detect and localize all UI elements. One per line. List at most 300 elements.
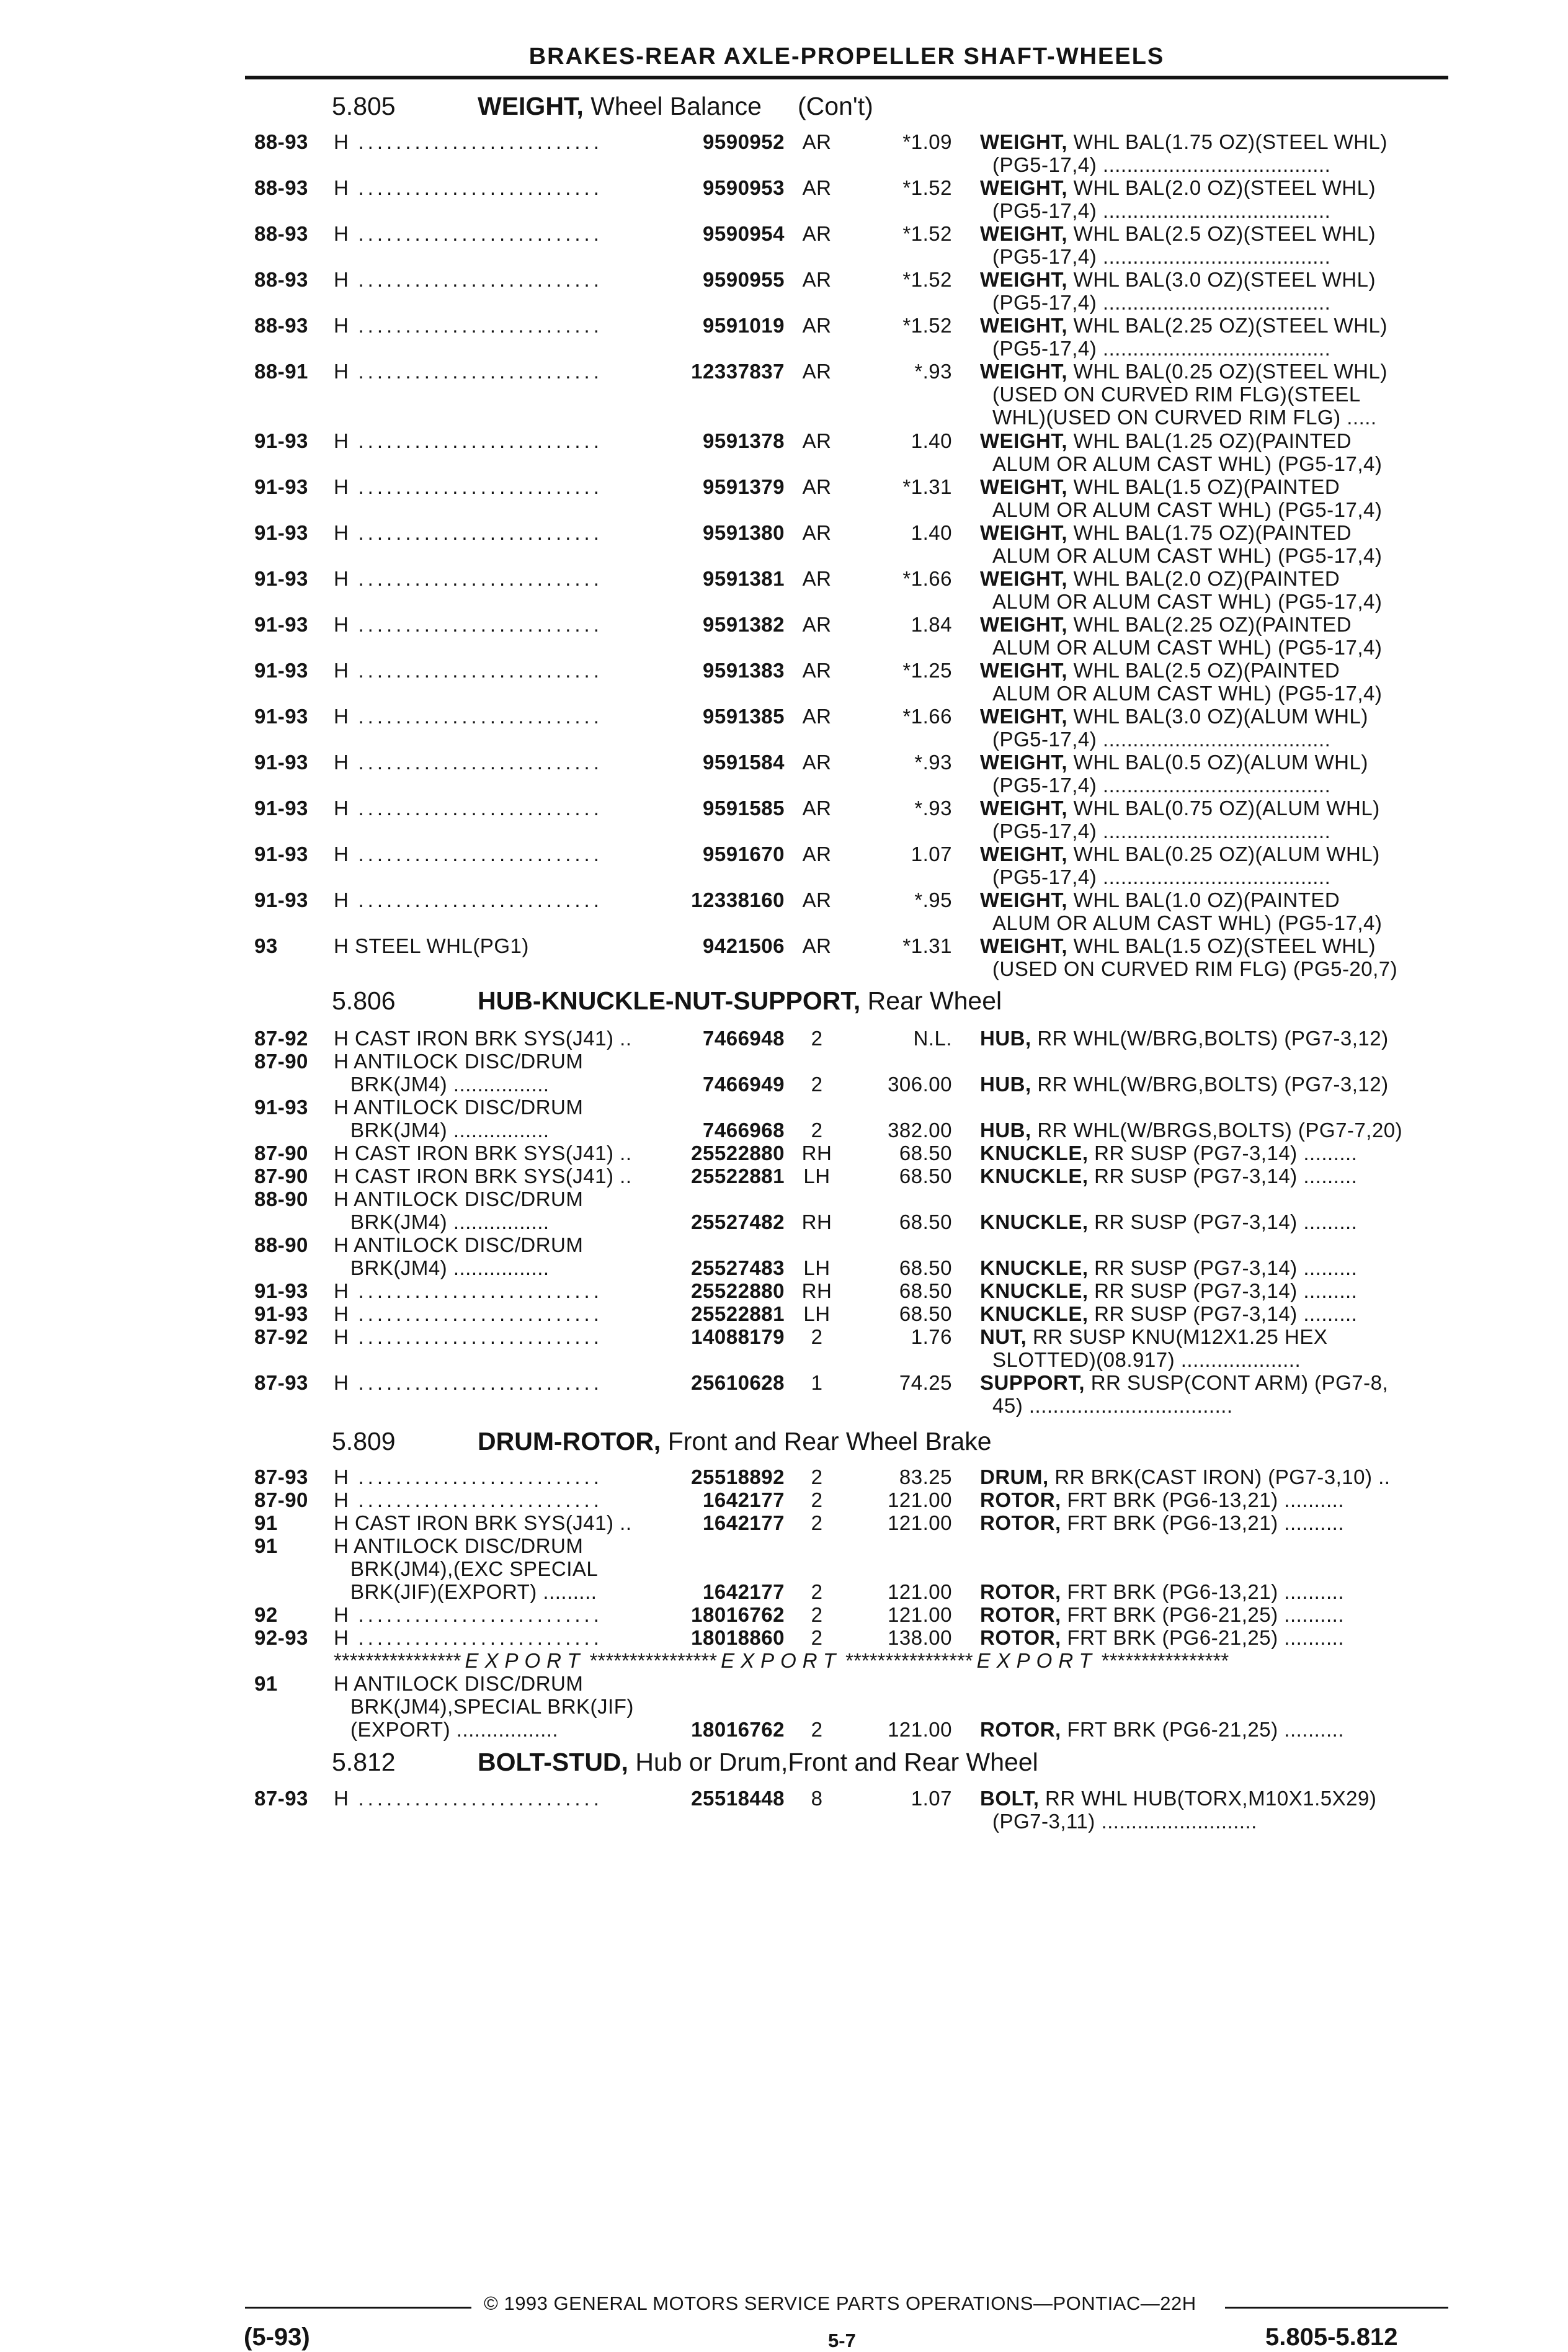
part-number: 9591380 [703,521,785,544]
part-number: 9591379 [703,475,785,498]
usage-text: H [334,429,349,452]
page-header: BRAKES-REAR AXLE-PROPELLER SHAFT-WHEELS [528,43,1165,69]
item-description [980,613,1427,636]
part-number: 18018860 [691,1626,785,1649]
leader-dots: .......................... [349,176,603,199]
part-number: 9591382 [703,613,785,636]
item-detail: RR SUSP(CONT ARM) (PG7-8, [1085,1371,1389,1394]
item-name: KNUCKLE, [980,1165,1089,1187]
usage-description [334,705,681,728]
usage-text: H [334,176,349,199]
export-label: EXPORT [976,1649,1098,1672]
parts-row [0,1279,1568,1305]
price: 1.84 [911,613,952,636]
part-number: 25518892 [691,1465,785,1488]
usage-text: H [334,314,349,337]
usage-description [334,1325,681,1348]
usage-text: H [334,567,349,590]
quantity: 2 [811,1718,823,1741]
usage-text: H [334,130,349,153]
export-banner [334,1649,1432,1674]
quantity: AR [802,222,832,245]
model-years: 88-93 [254,222,308,245]
model-years: 91-93 [254,751,308,774]
part-number: 25522881 [691,1302,785,1325]
price: 121.00 [888,1488,952,1511]
leader-dots: .......................... [349,1302,603,1325]
quantity: 2 [811,1325,823,1348]
usage-text: H [334,1626,349,1649]
price: 68.50 [899,1210,952,1233]
usage-text: H [334,1465,349,1488]
parts-row [0,268,1568,294]
quantity: AR [802,567,832,590]
usage-text: H CAST IRON BRK SYS(J41) .. [334,1165,632,1187]
item-description-continued: (PG5-17,4) ...................................... [992,245,1331,268]
usage-description: H ANTILOCK DISC/DRUM [334,1187,584,1210]
usage-description: H ANTILOCK DISC/DRUM [334,1672,584,1695]
item-detail: RR SUSP (PG7-3,14) ......... [1088,1302,1358,1325]
parts-row [0,1718,1568,1744]
price: *1.31 [902,934,952,957]
quantity: AR [802,268,832,291]
part-number: 9591585 [703,797,785,820]
leader-dots: .......................... [349,1279,603,1302]
usage-text: H [334,659,349,682]
parts-row [0,1465,1568,1491]
item-name: KNUCKLE, [980,1142,1089,1165]
footer-date-code: (5-93) [244,2323,310,2351]
item-description [980,1325,1427,1348]
item-detail: RR SUSP (PG7-3,14) ......... [1088,1210,1358,1233]
usage-description [334,613,681,636]
leader-dots: .......................... [349,475,603,498]
model-years: 91-93 [254,705,308,728]
item-name: KNUCKLE, [980,1302,1089,1325]
item-name: WEIGHT, [980,176,1067,199]
leader-dots: .......................... [349,659,603,682]
price: *.95 [914,888,952,911]
usage-description [334,1488,681,1511]
export-stars: **************** [589,1649,718,1672]
parts-row [0,1210,1568,1236]
model-years: 87-90 [254,1165,308,1187]
model-years: 88-93 [254,130,308,153]
parts-row [0,613,1568,639]
section-title [332,1427,992,1456]
parts-row [0,843,1568,869]
export-stars: **************** [845,1649,973,1672]
item-name: HUB, [980,1073,1031,1096]
price: 121.00 [888,1603,952,1626]
model-years: 91-93 [254,1096,308,1119]
item-description [980,268,1427,291]
price: *1.66 [902,567,952,590]
quantity: 2 [811,1488,823,1511]
item-description [980,1165,1427,1187]
usage-description [334,176,681,199]
item-name: WEIGHT, [980,797,1067,820]
model-years: 87-90 [254,1142,308,1165]
usage-description-continued: BRK(JM4) ................ [350,1119,550,1142]
leader-dots: .......................... [349,797,603,820]
section-subtitle: Rear Wheel [860,986,1002,1015]
part-number: 9421506 [703,934,785,957]
parts-row [0,1256,1568,1282]
usage-description-continued: BRK(JIF)(EXPORT) ......... [350,1580,597,1603]
model-years: 87-92 [254,1325,308,1348]
item-description-continued: ALUM OR ALUM CAST WHL) (PG5-17,4) [992,636,1383,659]
item-name: ROTOR, [980,1488,1061,1511]
usage-description [334,1142,681,1165]
item-name: WEIGHT, [980,475,1067,498]
usage-description: H ANTILOCK DISC/DRUM [334,1233,584,1256]
item-description-continued: (PG5-17,4) ...................................... [992,728,1331,751]
footer-rule-left [245,2307,471,2309]
usage-description [334,521,681,544]
item-detail: WHL BAL(1.5 OZ)(PAINTED [1067,475,1340,498]
price: 68.50 [899,1279,952,1302]
usage-description [334,130,681,153]
quantity: AR [802,360,832,383]
usage-description [334,1165,681,1187]
quantity: 2 [811,1073,823,1096]
quantity: RH [801,1142,832,1165]
part-number: 9590952 [703,130,785,153]
export-label: EXPORT [465,1649,586,1672]
usage-description-continued: BRK(JM4),SPECIAL BRK(JIF) [350,1695,634,1718]
item-description [980,475,1427,498]
model-years: 91-93 [254,475,308,498]
item-detail: RR WHL(W/BRGS,BOLTS) (PG7-7,20) [1031,1119,1403,1142]
leader-dots: .......................... [349,1603,603,1626]
usage-text: H [334,705,349,728]
price: 1.40 [911,521,952,544]
item-description [980,1371,1427,1394]
part-number: 18016762 [691,1718,785,1741]
leader-dots: .......................... [349,567,603,590]
parts-row [0,1534,1568,1560]
section-name: DRUM-ROTOR, [478,1427,661,1455]
price: 1.76 [911,1325,952,1348]
usage-description-continued: (EXPORT) ................. [350,1718,559,1741]
item-detail: WHL BAL(2.0 OZ)(PAINTED [1067,567,1340,590]
item-detail: WHL BAL(0.25 OZ)(ALUM WHL) [1067,843,1380,865]
leader-dots: .......................... [349,268,603,291]
quantity: AR [802,659,832,682]
part-number: 1642177 [703,1580,785,1603]
item-name: ROTOR, [980,1511,1061,1534]
part-number: 9590955 [703,268,785,291]
parts-row [0,567,1568,593]
item-name: WEIGHT, [980,843,1067,865]
item-detail: WHL BAL(3.0 OZ)(ALUM WHL) [1067,705,1368,728]
price: 1.40 [911,429,952,452]
item-description [980,797,1427,820]
quantity: AR [802,130,832,153]
item-detail: FRT BRK (PG6-13,21) .......... [1061,1580,1344,1603]
model-years: 91-93 [254,1302,308,1325]
usage-description [334,360,681,383]
quantity: AR [802,797,832,820]
section-title [332,986,1002,1016]
model-years: 91-93 [254,429,308,452]
model-years: 88-93 [254,314,308,337]
item-description [980,1787,1427,1810]
usage-description [334,475,681,498]
part-number: 9591381 [703,567,785,590]
section-number: 5.812 [332,1748,396,1776]
parts-row [0,475,1568,501]
model-years: 91-93 [254,567,308,590]
price: 74.25 [899,1371,952,1394]
part-number: 18016762 [691,1603,785,1626]
price: 121.00 [888,1580,952,1603]
leader-dots: .......................... [349,1325,603,1348]
part-number: 9591378 [703,429,785,452]
item-description [980,705,1427,728]
item-detail: RR WHL(W/BRG,BOLTS) (PG7-3,12) [1031,1027,1389,1050]
model-years: 88-90 [254,1187,308,1210]
item-detail: WHL BAL(1.75 OZ)(PAINTED [1067,521,1352,544]
leader-dots: .......................... [349,429,603,452]
footer-page-number: 5-7 [828,2330,856,2351]
price: *.93 [914,751,952,774]
quantity: LH [803,1256,831,1279]
price: 306.00 [888,1073,952,1096]
usage-text: H CAST IRON BRK SYS(J41) .. [334,1027,632,1050]
usage-description [334,268,681,291]
usage-description [334,934,681,957]
item-name: WEIGHT, [980,314,1067,337]
usage-text: H [334,1325,349,1348]
item-name: WEIGHT, [980,521,1067,544]
parts-row [0,1165,1568,1191]
usage-description [334,1626,681,1649]
usage-description [334,222,681,245]
usage-description [334,1787,681,1810]
quantity: AR [802,314,832,337]
section-subtitle: Hub or Drum,Front and Rear Wheel [628,1748,1038,1776]
item-description [980,314,1427,337]
item-detail: FRT BRK (PG6-21,25) .......... [1061,1603,1344,1626]
item-name: WEIGHT, [980,751,1067,774]
section-number: 5.805 [332,92,396,120]
leader-dots: .......................... [349,1787,603,1810]
item-name: HUB, [980,1027,1031,1050]
item-description [980,934,1427,957]
price: *1.25 [902,659,952,682]
item-description [980,176,1427,199]
quantity: 2 [811,1511,823,1534]
quantity: LH [803,1302,831,1325]
quantity: 2 [811,1465,823,1488]
model-years: 91 [254,1534,278,1557]
model-years: 91-93 [254,613,308,636]
item-name: WEIGHT, [980,360,1067,383]
parts-row [0,1626,1568,1652]
leader-dots: .......................... [349,1371,603,1394]
model-years: 91 [254,1511,278,1534]
item-detail: FRT BRK (PG6-21,25) .......... [1061,1626,1344,1649]
quantity: AR [802,705,832,728]
leader-dots: .......................... [349,521,603,544]
part-number: 25522880 [691,1279,785,1302]
price: 1.07 [911,843,952,865]
price: N.L. [913,1027,952,1050]
quantity: AR [802,934,832,957]
leader-dots: .......................... [349,1465,603,1488]
footer-section-range: 5.805-5.812 [1265,2323,1398,2351]
model-years: 92-93 [254,1626,308,1649]
item-detail: RR SUSP (PG7-3,14) ......... [1088,1256,1358,1279]
item-name: WEIGHT, [980,934,1067,957]
item-description-continued: 45) .................................. [992,1394,1233,1417]
model-years: 87-93 [254,1371,308,1394]
item-detail: FRT BRK (PG6-13,21) .......... [1061,1488,1344,1511]
item-detail: WHL BAL(0.75 OZ)(ALUM WHL) [1067,797,1380,820]
item-description [980,1073,1427,1096]
item-name: WEIGHT, [980,429,1067,452]
item-description [980,1626,1427,1649]
item-description [980,751,1427,774]
section-name: WEIGHT, [478,92,584,120]
item-description-continued: (PG5-17,4) ...................................... [992,337,1331,360]
model-years: 91-93 [254,888,308,911]
parts-row [0,934,1568,960]
item-detail: RR SUSP KNU(M12X1.25 HEX [1027,1325,1328,1348]
item-name: NUT, [980,1325,1027,1348]
item-description-continued: SLOTTED)(08.917) .................... [992,1348,1301,1371]
header-rule [245,76,1448,79]
item-description [980,1279,1427,1302]
price: 1.07 [911,1787,952,1810]
quantity: 8 [811,1787,823,1810]
leader-dots: .......................... [349,360,603,383]
usage-description [334,1603,681,1626]
usage-description: H ANTILOCK DISC/DRUM [334,1534,584,1557]
quantity: 2 [811,1626,823,1649]
item-description [980,1465,1427,1488]
price: 68.50 [899,1165,952,1187]
item-detail: RR SUSP (PG7-3,14) ......... [1088,1142,1358,1165]
parts-row [0,1119,1568,1145]
item-name: BOLT, [980,1787,1040,1810]
part-number: 9591383 [703,659,785,682]
model-years: 92 [254,1603,278,1626]
usage-text: H [334,521,349,544]
item-name: WEIGHT, [980,268,1067,291]
parts-row [0,1187,1568,1214]
item-detail: WHL BAL(2.5 OZ)(STEEL WHL) [1067,222,1376,245]
price: *1.09 [902,130,952,153]
section-title [332,1748,1038,1777]
parts-row [0,797,1568,823]
price: 68.50 [899,1256,952,1279]
model-years: 87-92 [254,1027,308,1050]
usage-description [334,797,681,820]
part-number: 9591385 [703,705,785,728]
usage-text: H [334,843,349,865]
leader-dots: .......................... [349,314,603,337]
export-stars: **************** [1101,1649,1229,1672]
parts-row [0,1580,1568,1606]
part-number: 25527482 [691,1210,785,1233]
leader-dots: .......................... [349,1626,603,1649]
usage-description [334,1027,681,1050]
quantity: 1 [811,1371,823,1394]
section-number: 5.806 [332,986,396,1015]
item-detail: WHL BAL(0.25 OZ)(STEEL WHL) [1067,360,1388,383]
part-number: 25527483 [691,1256,785,1279]
item-description [980,1580,1427,1603]
item-description [980,1511,1427,1534]
item-description [980,1119,1427,1142]
usage-text: H [334,1279,349,1302]
quantity: AR [802,843,832,865]
item-description-continued: ALUM OR ALUM CAST WHL) (PG5-17,4) [992,452,1383,475]
item-description-continued: (PG5-17,4) ...................................... [992,291,1331,314]
usage-description [334,314,681,337]
part-number: 9590954 [703,222,785,245]
part-number: 9590953 [703,176,785,199]
model-years: 88-91 [254,360,308,383]
item-description-continued: ALUM OR ALUM CAST WHL) (PG5-17,4) [992,590,1383,613]
parts-row [0,1603,1568,1629]
item-description-continued: (USED ON CURVED RIM FLG)(STEEL [992,383,1361,406]
usage-description [334,567,681,590]
item-description-continued: WHL)(USED ON CURVED RIM FLG) ..... [992,406,1377,429]
usage-description [334,1511,681,1534]
usage-description-continued: BRK(JM4) ................ [350,1210,550,1233]
item-detail: WHL BAL(1.75 OZ)(STEEL WHL) [1067,130,1388,153]
leader-dots: .......................... [349,130,603,153]
price: *1.52 [902,222,952,245]
quantity: AR [802,176,832,199]
model-years: 88-93 [254,268,308,291]
price: *1.52 [902,314,952,337]
item-description [980,1718,1427,1741]
usage-description [334,1371,681,1394]
leader-dots: .......................... [349,705,603,728]
item-detail: WHL BAL(2.25 OZ)(STEEL WHL) [1067,314,1388,337]
parts-row [0,1096,1568,1122]
model-years: 87-90 [254,1488,308,1511]
quantity: 2 [811,1580,823,1603]
parts-row [0,1325,1568,1351]
quantity: AR [802,429,832,452]
quantity: AR [802,613,832,636]
parts-row [0,222,1568,248]
section-name: HUB-KNUCKLE-NUT-SUPPORT, [478,986,861,1015]
item-description-continued: (PG5-17,4) ...................................... [992,774,1331,797]
usage-description [334,429,681,452]
item-description [980,1027,1427,1050]
usage-description [334,1465,681,1488]
section-title [332,92,873,121]
quantity: 2 [811,1119,823,1142]
parts-row [0,360,1568,386]
model-years: 91-93 [254,843,308,865]
part-number: 7466968 [703,1119,785,1142]
item-name: KNUCKLE, [980,1256,1089,1279]
usage-description: H ANTILOCK DISC/DRUM [334,1050,584,1073]
item-description [980,1302,1427,1325]
item-detail: RR BRK(CAST IRON) (PG7-3,10) .. [1048,1465,1391,1488]
item-detail: FRT BRK (PG6-21,25) .......... [1061,1718,1344,1741]
item-detail: WHL BAL(3.0 OZ)(STEEL WHL) [1067,268,1376,291]
price: *.93 [914,360,952,383]
